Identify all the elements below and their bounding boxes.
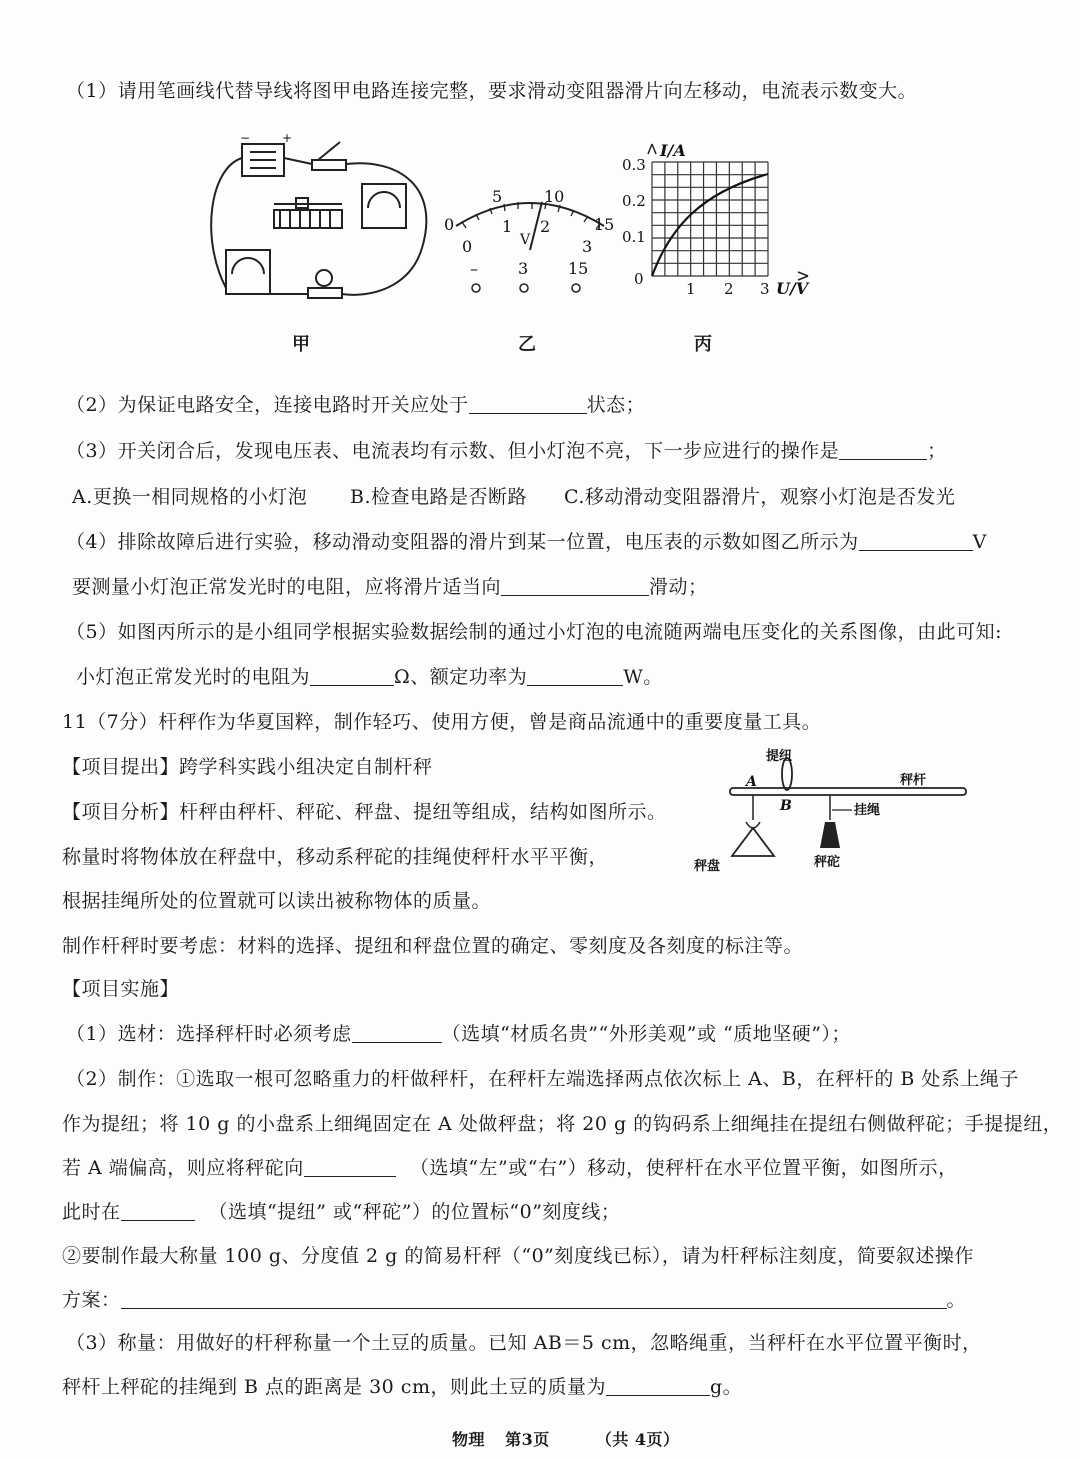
terminal-15-label: 15: [568, 259, 589, 278]
label-chengpan: 秤盘: [694, 859, 721, 874]
q10-part1: （1）请用笔画线代替导线将图甲电路连接完整，要求滑动变阻器滑片向左移动，电流表示数变大。: [66, 80, 918, 102]
graph-x-tick-3: 3: [760, 280, 770, 298]
q10-part2-text: （2）为保证电路安全，连接电路时开关应处于: [66, 394, 469, 416]
q10-part3: [66, 436, 947, 463]
answer-blank-scheme[interactable]: [121, 1287, 947, 1309]
iu-graph-figure: [620, 138, 820, 303]
footer-total: （共 4页）: [595, 1430, 680, 1449]
terminal-3-label: 3: [518, 259, 529, 278]
dial-lower-tick-0: 0: [462, 237, 473, 256]
option-a: A.更换一相同规格的小灯泡: [72, 486, 308, 508]
q10-part4-text2: 要测量小灯泡正常发光时的电阻，应将滑片适当向: [72, 576, 502, 598]
q11-step2-line2: 作为提纽；将 10 g 的小盘系上细绳固定在 A 处做秤盘；将 20 g 的钩码系上细绳挂在提纽右侧做秤砣；手提提纽，: [62, 1113, 1063, 1135]
answer-blank-slide-direction[interactable]: [501, 574, 649, 596]
answer-blank-potato-mass[interactable]: [606, 1374, 710, 1396]
dial-upper-tick-15: 15: [594, 215, 615, 234]
rheostat-icon: [274, 210, 342, 228]
label-chengtuo: 秤砣: [814, 855, 841, 870]
q11-implement: 【项目实施】: [62, 978, 180, 1000]
q11-analysis-1: 【项目分析】杆秤由秤杆、秤砣、秤盘、提纽等组成，结构如图所示。: [62, 801, 667, 823]
q11-consider: 制作杆秤时要考虑：材料的选择、提纽和秤盘位置的确定、零刻度及各刻度的标注等。: [62, 935, 804, 957]
q11-step2-line3-text: 若 A 端偏高，则应将秤砣向: [62, 1157, 304, 1179]
q10-part5-line2: [76, 662, 663, 689]
q10-part4-end: 滑动；: [649, 576, 708, 598]
scale-pan-icon: [732, 828, 774, 856]
footer: [452, 1427, 680, 1450]
q11-step2-line4-end: （选填“提纽” 或“秤砣”）的位置标“0”刻度线；: [208, 1201, 621, 1223]
q11-step2-line4-text: 此时在: [62, 1201, 121, 1223]
q11-step2-line6: [62, 1285, 966, 1312]
steelyard-figure: [680, 742, 980, 882]
q10-part5: （5）如图丙所示的是小组同学根据实验数据绘制的通过小灯泡的电流随两端电压变化的关系图像，由此可知:: [66, 621, 1002, 643]
q11-step2-line3: [62, 1153, 958, 1180]
terminal-neg-label: –: [470, 259, 478, 278]
label-guasheng: 挂绳: [854, 803, 881, 818]
graph-origin: 0: [634, 270, 644, 288]
q11-step1-text: （1）选材：选择秤杆时必须考虑: [66, 1023, 352, 1045]
dial-upper-tick-0: 0: [444, 215, 455, 234]
q11-step2-line3-end: （选填“左”或“右”）移动，使秤杆在水平位置平衡，如图所示，: [409, 1157, 958, 1179]
svg-text:−: −: [240, 131, 251, 145]
dial-lower-tick-2: 2: [540, 217, 551, 236]
answer-blank-material[interactable]: [352, 1021, 442, 1043]
q11-step2-line4: [62, 1197, 620, 1224]
q10-part5-text2: 小灯泡正常发光时的电阻为: [76, 666, 311, 688]
q11-step2-line5: ②要制作最大称量 100 g、分度值 2 g 的简易杆秤（“0”刻度线已标），请为杆秤标注刻度，简要叙述操作: [62, 1245, 974, 1267]
q11-propose: 【项目提出】跨学科实践小组决定自制杆秤: [62, 756, 433, 778]
q10-part4-text: （4）排除故障后进行实验，移动滑动变阻器的滑片到某一位置，电压表的示数如图乙所示为: [66, 531, 859, 553]
option-b: B.检查电路是否断路: [350, 486, 528, 508]
q11-step3-line1: （3）称量：用做好的杆秤称量一个土豆的质量。已知 AB＝5 cm，忽略绳重，当秤杆在水平位置平衡时，: [66, 1332, 982, 1354]
voltmeter-dial-figure: [440, 180, 620, 300]
dial-lower-tick-1: 1: [502, 217, 513, 236]
figure-label-yi: 乙: [518, 334, 536, 355]
q11-step3-line2: [62, 1372, 742, 1399]
graph-y-tick-01: 0.1: [622, 228, 646, 246]
dial-upper-tick-10: 10: [544, 187, 565, 206]
answer-blank-power[interactable]: [527, 664, 623, 686]
figure-label-jia: 甲: [292, 334, 310, 355]
switch-icon: [312, 160, 346, 170]
graph-x-tick-1: 1: [686, 280, 696, 298]
figure-label-bing: 丙: [694, 334, 712, 355]
answer-blank-voltage[interactable]: [859, 529, 973, 551]
terminal-15-icon: [572, 284, 580, 292]
q11-analysis-2: 称量时将物体放在秤盘中，移动系秤砣的挂绳使秤杆水平平衡，: [62, 846, 609, 868]
dial-arc: [456, 203, 604, 226]
label-point-a: A: [746, 774, 757, 790]
q10-part4: [66, 527, 987, 554]
q10-part5-end: W。: [623, 666, 663, 688]
label-point-b: B: [780, 798, 792, 814]
footer-subject: 物理: [452, 1430, 486, 1449]
terminal-3-icon: [520, 284, 528, 292]
graph-x-tick-2: 2: [724, 280, 734, 298]
weight-icon: [820, 822, 840, 848]
q10-part3-text: （3）开关闭合后，发现电压表、电流表均有示数、但小灯泡不亮，下一步应进行的操作是: [66, 440, 840, 462]
dial-unit: V: [520, 232, 531, 248]
terminal-neg-icon: [472, 284, 480, 292]
q10-part2-end: 状态；: [586, 394, 646, 416]
answer-blank-switch-state[interactable]: [469, 392, 587, 414]
steelyard-beam: [730, 788, 966, 795]
option-c: C.移动滑动变阻器滑片，观察小灯泡是否发光: [564, 486, 956, 508]
dial-upper-tick-5: 5: [492, 187, 503, 206]
graph-y-tick-03: 0.3: [622, 156, 646, 174]
q11-step1: [66, 1019, 851, 1046]
q10-part4-unit: V: [972, 531, 987, 553]
answer-blank-weight-direction[interactable]: [304, 1155, 396, 1177]
graph-y-label: I/A: [660, 141, 686, 160]
label-tiniu: 提纽: [766, 749, 793, 764]
q11-step2-line6-text: 方案：: [62, 1289, 121, 1311]
lamp-icon: [316, 270, 332, 286]
q11-intro: 11（7分）杆秤作为华夏国粹，制作轻巧、使用方便，曾是商品流通中的重要度量工具。: [62, 711, 822, 733]
q10-part2: [66, 390, 645, 417]
q11-step3-line2-end: g。: [709, 1376, 743, 1398]
q11-step3-line2-text: 秤杆上秤砣的挂绳到 B 点的距离是 30 cm，则此土豆的质量为: [62, 1376, 606, 1398]
graph-x-label: U/V: [776, 279, 809, 298]
q10-part3-end: ；: [927, 440, 947, 462]
answer-blank-zero-mark[interactable]: [121, 1199, 195, 1221]
answer-blank-next-step[interactable]: [839, 438, 927, 460]
graph-y-tick-02: 0.2: [622, 192, 646, 210]
q10-part5-text3: Ω、额定功率为: [394, 666, 528, 688]
q11-step2-line1: （2）制作：①选取一根可忽略重力的杆做秤杆，在秤杆左端选择两点依次标上 A、B，在秤杆的 B 处系上绳子: [66, 1068, 1019, 1090]
q10-part4-line2: [72, 572, 708, 599]
footer-page: 第3页: [505, 1430, 550, 1449]
dial-lower-tick-3: 3: [582, 237, 593, 256]
answer-blank-resistance[interactable]: [310, 664, 394, 686]
svg-text:+: +: [282, 131, 293, 145]
q11-analysis-3: 根据挂绳所处的位置就可以读出被称物体的质量。: [62, 890, 492, 912]
circuit-figure: [200, 128, 440, 318]
label-chenggan: 秤杆: [900, 773, 927, 788]
q11-step1-end: （选填“材质名贵”“外形美观”或 “质地坚硬”）；: [441, 1023, 851, 1045]
q11-step2-line6-end: 。: [946, 1289, 967, 1311]
